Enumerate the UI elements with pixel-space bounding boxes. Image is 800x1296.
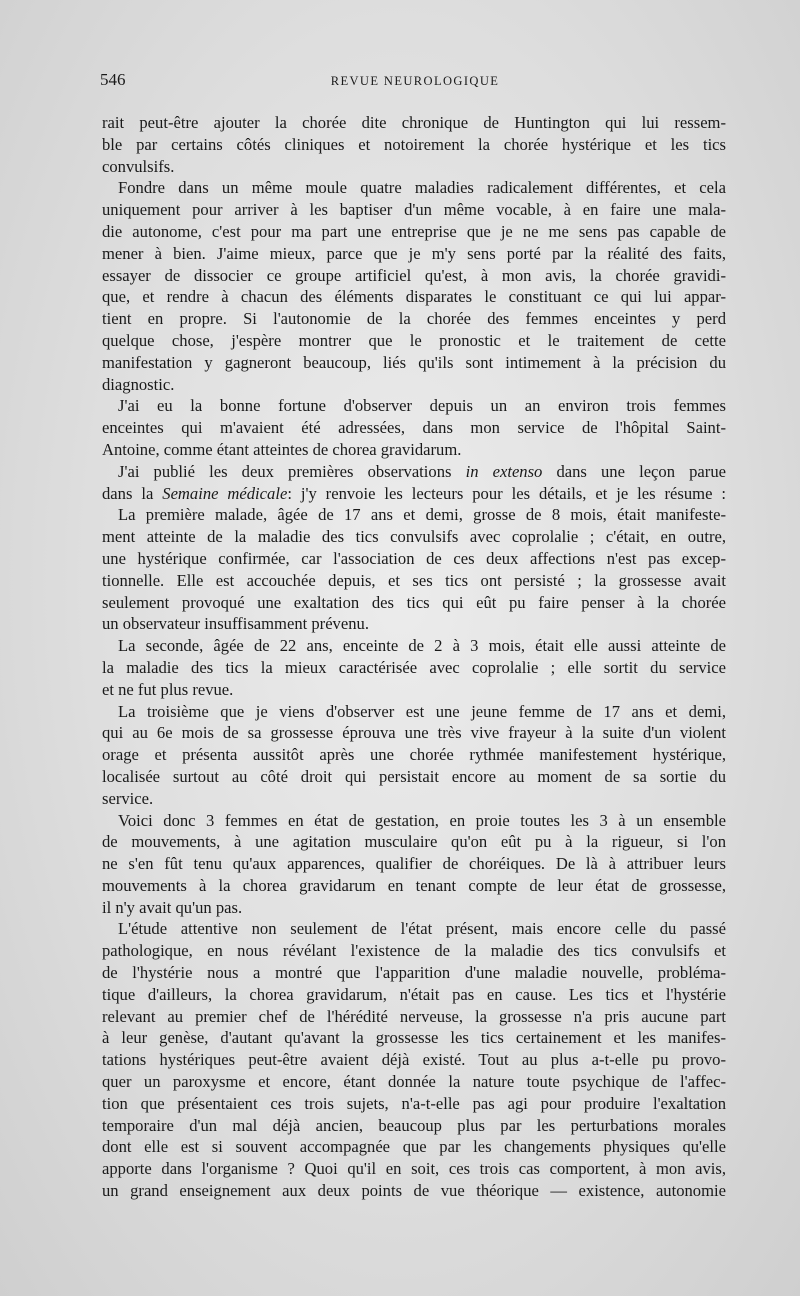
text-line: Fondre dans un même moule quatre maladies radicalement différentes, et cela bbox=[118, 178, 726, 198]
text-line: une hystérique confirmée, car l'association de ces deux affections n'est pas excep- bbox=[102, 548, 726, 568]
text-line: J'ai eu la bonne fortune d'observer depuis un an environ trois femmes bbox=[118, 396, 726, 416]
text-line: convulsifs. bbox=[102, 156, 175, 176]
text-line bbox=[102, 483, 726, 505]
text-line: uniquement pour arriver à les baptiser d'un même vocable, à en faire une mala- bbox=[102, 200, 726, 220]
text-line: un observateur insuffisamment prévenu. bbox=[102, 614, 369, 634]
text-line: manifestation y gagneront beaucoup, liés qu'ils sont intimement à la précision du bbox=[102, 352, 726, 372]
text-line: mouvements à la chorea gravidarum en tenant compte de leur état de grossesse, bbox=[102, 875, 726, 895]
text-line: seulement provoqué une exaltation des tics qui eût pu faire penser à la chorée bbox=[102, 592, 726, 612]
text-line: à leur genèse, d'autant qu'avant la grossesse les tics certainement et les manifes- bbox=[102, 1028, 726, 1048]
italic-text: in extenso bbox=[465, 461, 543, 481]
running-head bbox=[100, 70, 730, 98]
text-line: quelque chose, j'espère montrer que le pronostic et le traitement de cette bbox=[102, 330, 726, 350]
text-line: rait peut-être ajouter la chorée dite chronique de Huntington qui lui ressem- bbox=[102, 113, 726, 132]
text-line: un grand enseignement aux deux points de vue théorique — existence, autonomie bbox=[102, 1181, 726, 1201]
text-line: essayer de dissocier ce groupe artificiel qu'est, à mon avis, la chorée gravidi- bbox=[102, 265, 726, 285]
text-line: L'étude attentive non seulement de l'état présent, mais encore celle du passé bbox=[118, 919, 726, 939]
text-segment: dans une leçon parue bbox=[542, 461, 726, 481]
text-line: diagnostic. bbox=[102, 374, 175, 394]
text-line: temporaire d'un mal déjà ancien, beaucoup plus par les perturbations morales bbox=[102, 1115, 726, 1135]
text-line: pathologique, en nous révélant l'existence de la maladie des tics convulsifs et bbox=[102, 941, 726, 961]
text-line: mener à bien. J'aime mieux, parce que je m'y sens porté par la réalité des faits, bbox=[102, 243, 726, 263]
text-line: relevant au premier chef de l'hérédité nerveuse, la grossesse n'a pris aucune part bbox=[102, 1006, 726, 1026]
text-line: ble par certains côtés cliniques et notoirement la chorée hystérique et les tics bbox=[102, 134, 726, 154]
text-line: quer un paroxysme et encore, étant donnée la nature toute psychique de l'affec- bbox=[102, 1072, 726, 1092]
page-number: 546 bbox=[100, 70, 126, 89]
text-line: de l'hystérie nous a montré que l'apparition d'une maladie nouvelle, probléma- bbox=[102, 963, 726, 983]
text-segment: J'ai publié les deux premières observations bbox=[118, 461, 466, 481]
text-line bbox=[102, 461, 726, 483]
text-line: La première malade, âgée de 17 ans et demi, grosse de 8 mois, était manifeste- bbox=[118, 505, 726, 525]
text-line: tionnelle. Elle est accouchée depuis, et ses tics ont persisté ; la grossesse avait bbox=[102, 570, 726, 590]
text-line: de mouvements, à une agitation musculaire qu'on eût pu à la rigueur, si l'on bbox=[102, 832, 726, 852]
text-line: Antoine, comme étant atteintes de chorea gravidarum. bbox=[102, 439, 462, 459]
text-line: die autonome, c'est pour ma part une entreprise que je ne me sens pas capable de bbox=[102, 221, 726, 241]
text-line: La troisième que je viens d'observer est une jeune femme de 17 ans et demi, bbox=[118, 701, 726, 721]
text-line: apporte dans l'organisme ? Quoi qu'il en soit, ces trois cas comportent, à mon avis, bbox=[102, 1159, 726, 1179]
text-line: Voici donc 3 femmes en état de gestation, en proie toutes les 3 à un ensemble bbox=[118, 810, 726, 830]
text-line: La seconde, âgée de 22 ans, enceinte de 2 à 3 mois, était elle aussi atteinte de bbox=[118, 636, 726, 656]
text-line: service. bbox=[102, 788, 154, 808]
text-line: et ne fut plus revue. bbox=[102, 679, 234, 699]
text-line: que, et rendre à chacun des éléments disparates le constituant ce qui lui appar- bbox=[102, 287, 726, 307]
text-line: tique d'ailleurs, la chorea gravidarum, n'était pas en cause. Les tics et l'hystérie bbox=[102, 984, 726, 1004]
text-segment: dans la bbox=[102, 483, 163, 503]
text-line: localisée surtout au côté droit qui persistait encore au moment de sa sortie du bbox=[102, 766, 726, 786]
text-line: dont elle est si souvent accompagnée que par les changements physiques qu'elle bbox=[102, 1137, 726, 1157]
text-line: enceintes qui m'avaient été adressées, dans mon service de l'hôpital Saint- bbox=[102, 418, 726, 438]
text-line: tient en propre. Si l'autonomie de la chorée des femmes enceintes y perd bbox=[102, 309, 726, 329]
journal-title: REVUE NEUROLOGIQUE bbox=[330, 74, 500, 88]
document-page bbox=[100, 70, 730, 98]
text-line: tion que présentaient ces trois sujets, n'a-t-elle pas agi pour produire l'exaltation bbox=[102, 1093, 726, 1113]
text-line: tations hystériques peut-être avaient déjà existé. Tout au plus a-t-elle pu provo- bbox=[102, 1050, 726, 1070]
text-line: ment atteinte de la maladie des tics convulsifs avec coprolalie ; c'était, en outre, bbox=[102, 527, 726, 547]
body-text bbox=[102, 112, 726, 1202]
text-line: la maladie des tics la mieux caractérisée avec coprolalie ; elle sortit du service bbox=[102, 657, 726, 677]
text-line: il n'y avait qu'un pas. bbox=[102, 897, 243, 917]
text-line: orage et présenta aussitôt après une chorée rythmée manifestement hystérique, bbox=[102, 745, 726, 765]
text-line: qui au 6e mois de sa grossesse éprouva une très vive frayeur à la suite d'un violent bbox=[102, 723, 726, 743]
text-segment: : j'y renvoie les lecteurs pour les détails, et je les résume : bbox=[287, 483, 726, 503]
text-line: ne s'en fût tenu qu'aux apparences, qualifier de choréiques. De là à attribuer leurs bbox=[102, 854, 726, 874]
italic-text: Semaine médicale bbox=[162, 483, 288, 503]
